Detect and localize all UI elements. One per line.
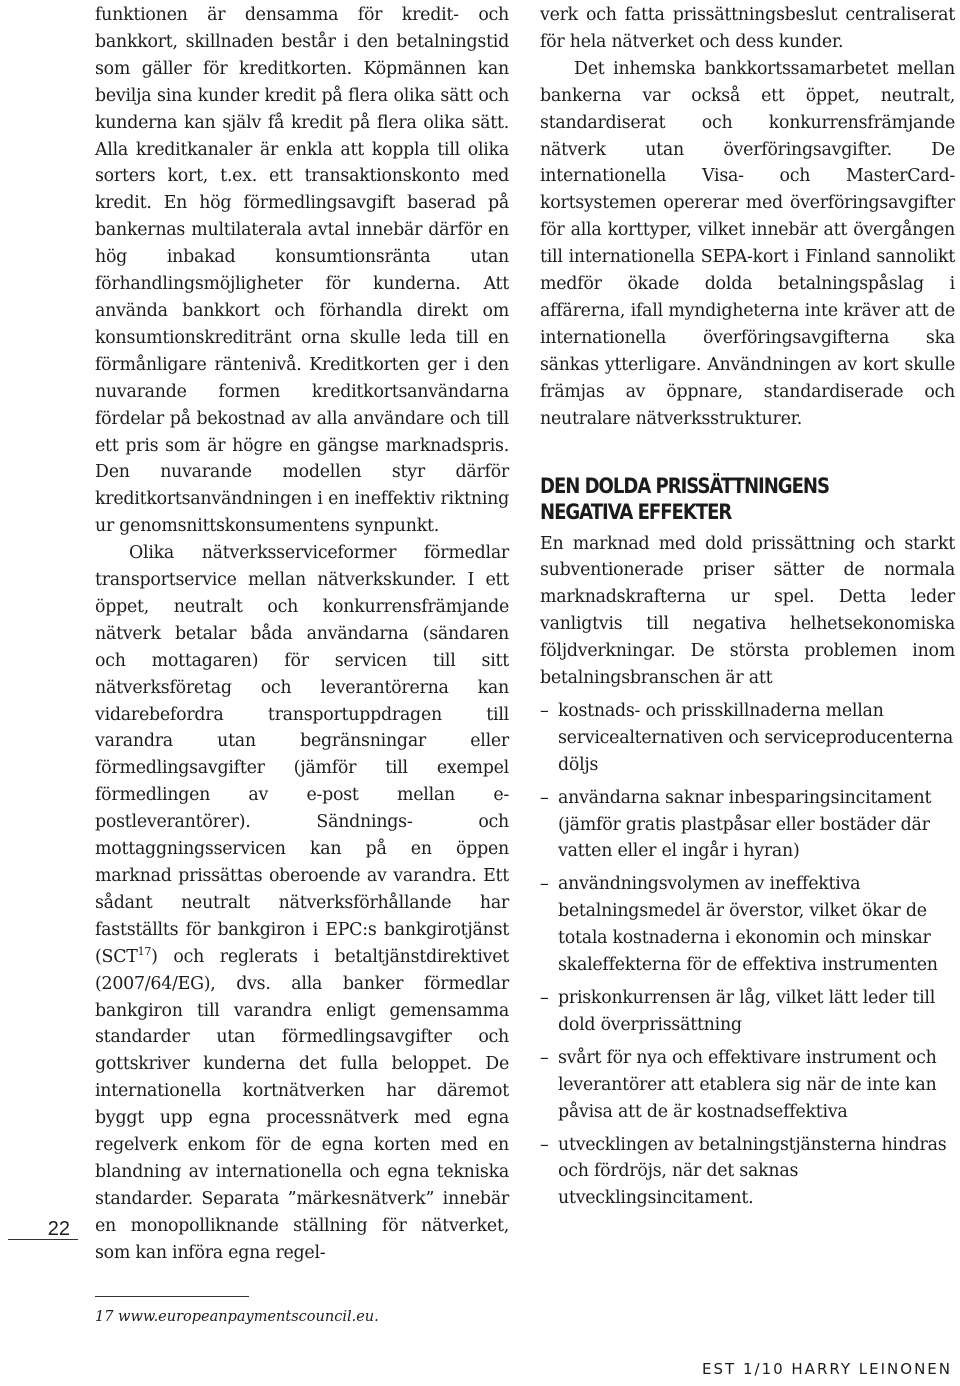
footnote: 17 www.europeanpaymentscouncil.eu. xyxy=(95,1309,379,1325)
section-heading xyxy=(540,473,897,525)
list-item-text: användarna saknar inbesparingsincitament (jämför gratis plastpåsar eller bostäder där vatten eller el ingår i hyran) xyxy=(558,787,932,862)
list-item xyxy=(540,785,955,866)
list-item-text: användningsvolymen av ineffektiva betalningsmedel är överstor, vilket ökar de totala kostnaderna i ekonomin och minskar skaleffekterna för de effektiva instrumenten xyxy=(558,874,938,976)
right-paragraph-3: En marknad med dold prissättning och starkt subventionerade priser sätter de normala marknadskrafterna ur spel. Detta leder vanligtvis till negativa helhetsekonomiska följdverkningar. De största problemen inom betalningsbranschen är att xyxy=(540,533,955,689)
list-item-text: svårt för nya och effektivare instrument och leverantörer att etablera sig när de inte kan påvisa att de är kostnadseffektiva xyxy=(558,1047,937,1122)
list-item-text: priskonkurrensen är låg, vilket lätt leder till dold överprissättning xyxy=(558,988,936,1035)
left-paragraph-2-part-1: Olika nätverksserviceformer förmedlar transportservice mellan nätverkskunder. I ett öppet, neutralt och konkurrensfrämjande nätverk betalar båda användarna (sändaren och mottagaren) för servicen till sitt nätverksföretag och leverantörerna kan vidarebefordra transportuppdragen till varandra utan begränsningar eller förmedlingsavgifter (jämför till exempel förmedlingen av e-post mellan e-postleverantörer). Sändnings- och mottaggningsservicen kan på en öppen marknad prissättas oberoende av varandra. Ett sådant neutralt nätverksförhållande har fastställts för bankgiron i EPC:s bankgirotjänst (SCT xyxy=(95,543,509,967)
list-item xyxy=(540,985,955,1039)
left-paragraph-2-part-2: ) och reglerats i betaltjänstdirektivet (2007/64/EG), dvs. alla banker förmedlar bankgiron till varandra enligt gemensamma standarder utan förmedlingsavgifter och gottskriver kunderna det fulla beloppet. De internationella kortnätverken har däremot byggt upp egna processnätverk med egna regelverk enkom för de egna korten med en blandning av internationella och egna tekniska standarder. Separata ”märkesnätverk” innebär en monopolliknande ställning för nätverket, som kan införa egna regel- xyxy=(95,946,509,1263)
footnote-rule xyxy=(95,1296,249,1297)
page-number-rule xyxy=(8,1239,78,1240)
dash-marker: – xyxy=(540,1134,549,1155)
list-item xyxy=(540,871,955,979)
right-paragraph-1: verk och fatta prissättningsbeslut centraliserat för hela nätverket och dess kunder. xyxy=(540,5,955,52)
right-column xyxy=(540,2,955,1218)
list-item-text: utvecklingen av betalningstjänsterna hindras och fördröjs, när det saknas utvecklingsincitament. xyxy=(558,1134,947,1209)
dash-marker: – xyxy=(540,874,549,895)
list-item-text: kostnads- och prisskillnaderna mellan servicealternativen och serviceproducenterna döljs xyxy=(558,700,953,775)
list-item xyxy=(540,698,955,779)
problem-list xyxy=(540,698,955,1212)
left-paragraph-2 xyxy=(95,540,509,1266)
section-heading-line-1: DEN DOLDA PRISSÄTTNINGENS xyxy=(540,473,829,498)
list-item xyxy=(540,1045,955,1126)
dash-marker: – xyxy=(540,700,549,721)
list-item xyxy=(540,1132,955,1213)
left-column xyxy=(95,2,509,1267)
dash-marker: – xyxy=(540,1047,549,1068)
section-heading-line-2: NEGATIVA EFFEKTER xyxy=(540,499,732,524)
page-number: 22 xyxy=(47,1218,70,1240)
left-paragraph-1: funktionen är densamma för kredit- och bankkort, skillnaden består i den betalningstid som gäller för kreditkorten. Köpmännen kan bevilja sina kunder kredit på flera olika sätt och kunderna kan själv få kredit på flera olika sätt. Alla kreditkanaler är enkla att koppla till olika sorters kort, t.ex. ett transaktionskonto med kredit. En hög förmedlingsavgift baserad på bankernas multilaterala avtal innebär därför en hög inbakad konsumtionsränta utan förhandlingsmöjligheter för kunderna. Att använda bankkort och förhandla direkt om konsumtionskreditränt orna skulle leda till en förmånligare räntenivå. Kreditkorten ger i den nuvarande formen kreditkortsanvändarna fördelar på bekostnad av alla användare och till ett pris som är högre en gängse marknadspris. Den nuvarande modellen styr därför kreditkortsanvändningen i en ineffektiv riktning ur genomsnittskonsumentens synpunkt. xyxy=(95,5,509,537)
running-footer: EST 1/10 HARRY LEINONEN xyxy=(702,1360,952,1378)
right-paragraph-2: Det inhemska bankkortssamarbetet mellan bankerna var också ett öppet, neutralt, standardiserat och konkurrensfrämjande nätverk utan överföringsavgifter. De internationella Visa- och MasterCard-kortsystemen opererar med överföringsavgifter för alla korttyper, vilket innebär att övergången till internationella SEPA-kort i Finland sannolikt medför ökade dolda betalningspåslag i affärerna, ifall myndigheterna inte kräver att de internationella överföringsavgifterna ska sänkas ytterligare. Användningen av kort skulle främjas av öppnare, standardiserade och neutralare nätverksstrukturer. xyxy=(540,58,955,429)
dash-marker: – xyxy=(540,988,549,1008)
dash-marker: – xyxy=(540,787,549,808)
footnote-reference: 17 xyxy=(137,944,152,958)
